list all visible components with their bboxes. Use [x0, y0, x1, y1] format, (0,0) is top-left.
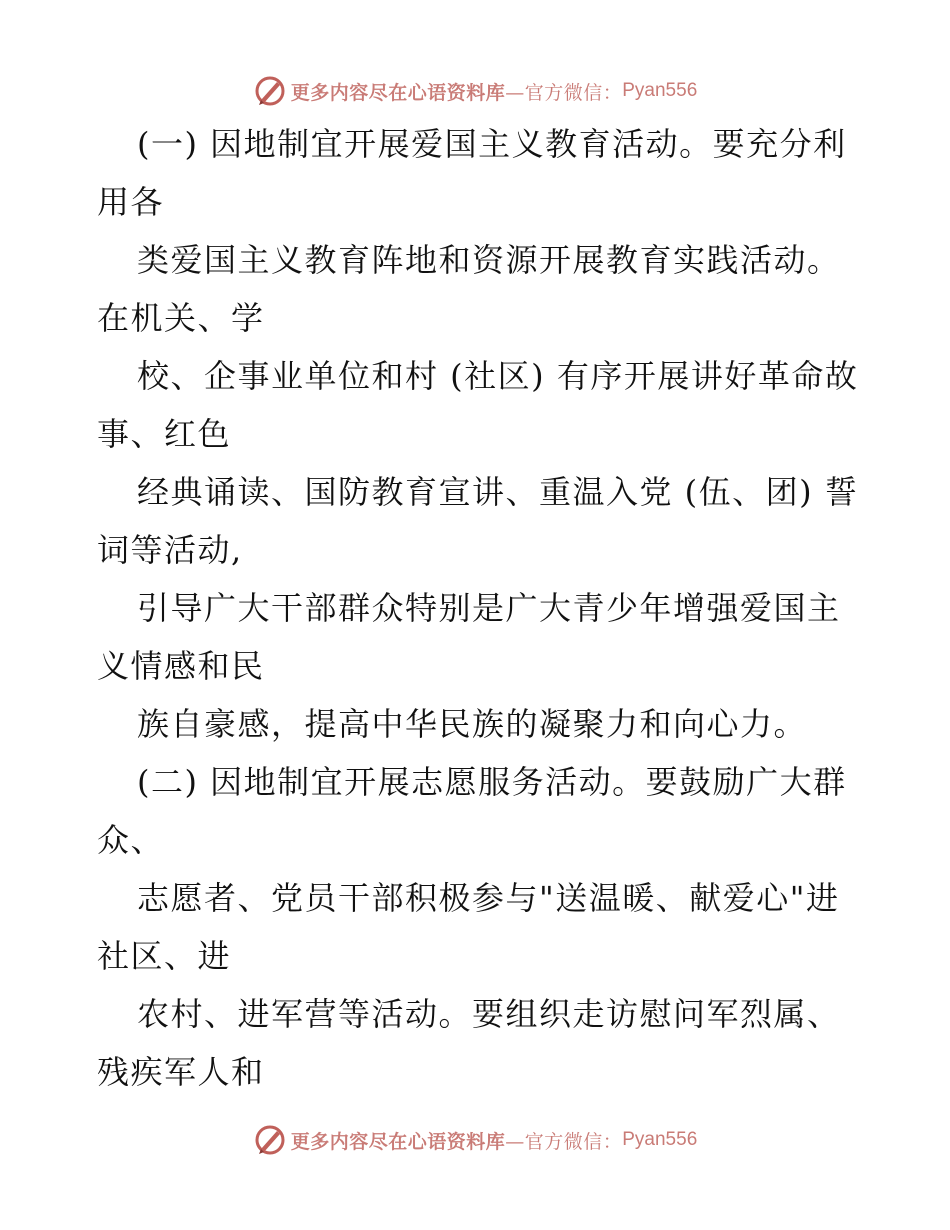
watermark-brand: 更多内容尽在心语资料库 — [290, 81, 506, 104]
paragraph-line: 类爱国主义教育阵地和资源开展教育实践活动。 — [137, 241, 841, 279]
paragraph-line: 经典诵读、国防教育宣讲、重温入党 (伍、团) 誓 — [137, 473, 859, 511]
paragraph-line: (二) 因地制宜开展志愿服务活动。要鼓励广大群 — [137, 763, 847, 801]
paragraph-line: 义情感和民 — [97, 647, 265, 685]
pen-logo-icon — [253, 1123, 287, 1157]
paragraph-line: 农村、进军营等活动。要组织走访慰问军烈属、 — [137, 995, 841, 1033]
paragraph-line: (一) 因地制宜开展爱国主义教育活动。要充分利 — [137, 125, 847, 163]
paragraph-line: 事、红色 — [97, 415, 232, 453]
paragraph-line: 用各 — [97, 183, 165, 221]
paragraph-line: 族自豪感，提高中华民族的凝聚力和向心力。 — [137, 705, 808, 743]
paragraph-line: 校、企事业单位和村 (社区) 有序开展讲好革命故 — [137, 357, 859, 395]
paragraph-line: 在机关、学 — [97, 299, 265, 337]
paragraph-line: 词等活动, — [97, 531, 243, 569]
paragraph-line: 引导广大干部群众特别是广大青少年增强爱国主 — [137, 589, 841, 627]
watermark-wechat-id: Pyan556 — [622, 80, 698, 101]
pen-logo-icon — [253, 74, 287, 108]
paragraph-line: 社区、进 — [97, 937, 232, 975]
watermark-contact-label: —官方微信： — [505, 81, 623, 104]
watermark-contact-label: —官方微信： — [505, 1130, 623, 1153]
paragraph-line: 志愿者、党员干部积极参与"送温暖、献爱心"进 — [137, 879, 840, 917]
paragraph-line: 众、 — [97, 821, 165, 859]
watermark-brand: 更多内容尽在心语资料库 — [290, 1130, 506, 1153]
header-watermark — [0, 71, 950, 111]
watermark-wechat-id: Pyan556 — [622, 1129, 698, 1150]
document-body — [97, 115, 867, 1101]
paragraph-line: 残疾军人和 — [97, 1053, 265, 1091]
footer-watermark — [0, 1120, 950, 1160]
